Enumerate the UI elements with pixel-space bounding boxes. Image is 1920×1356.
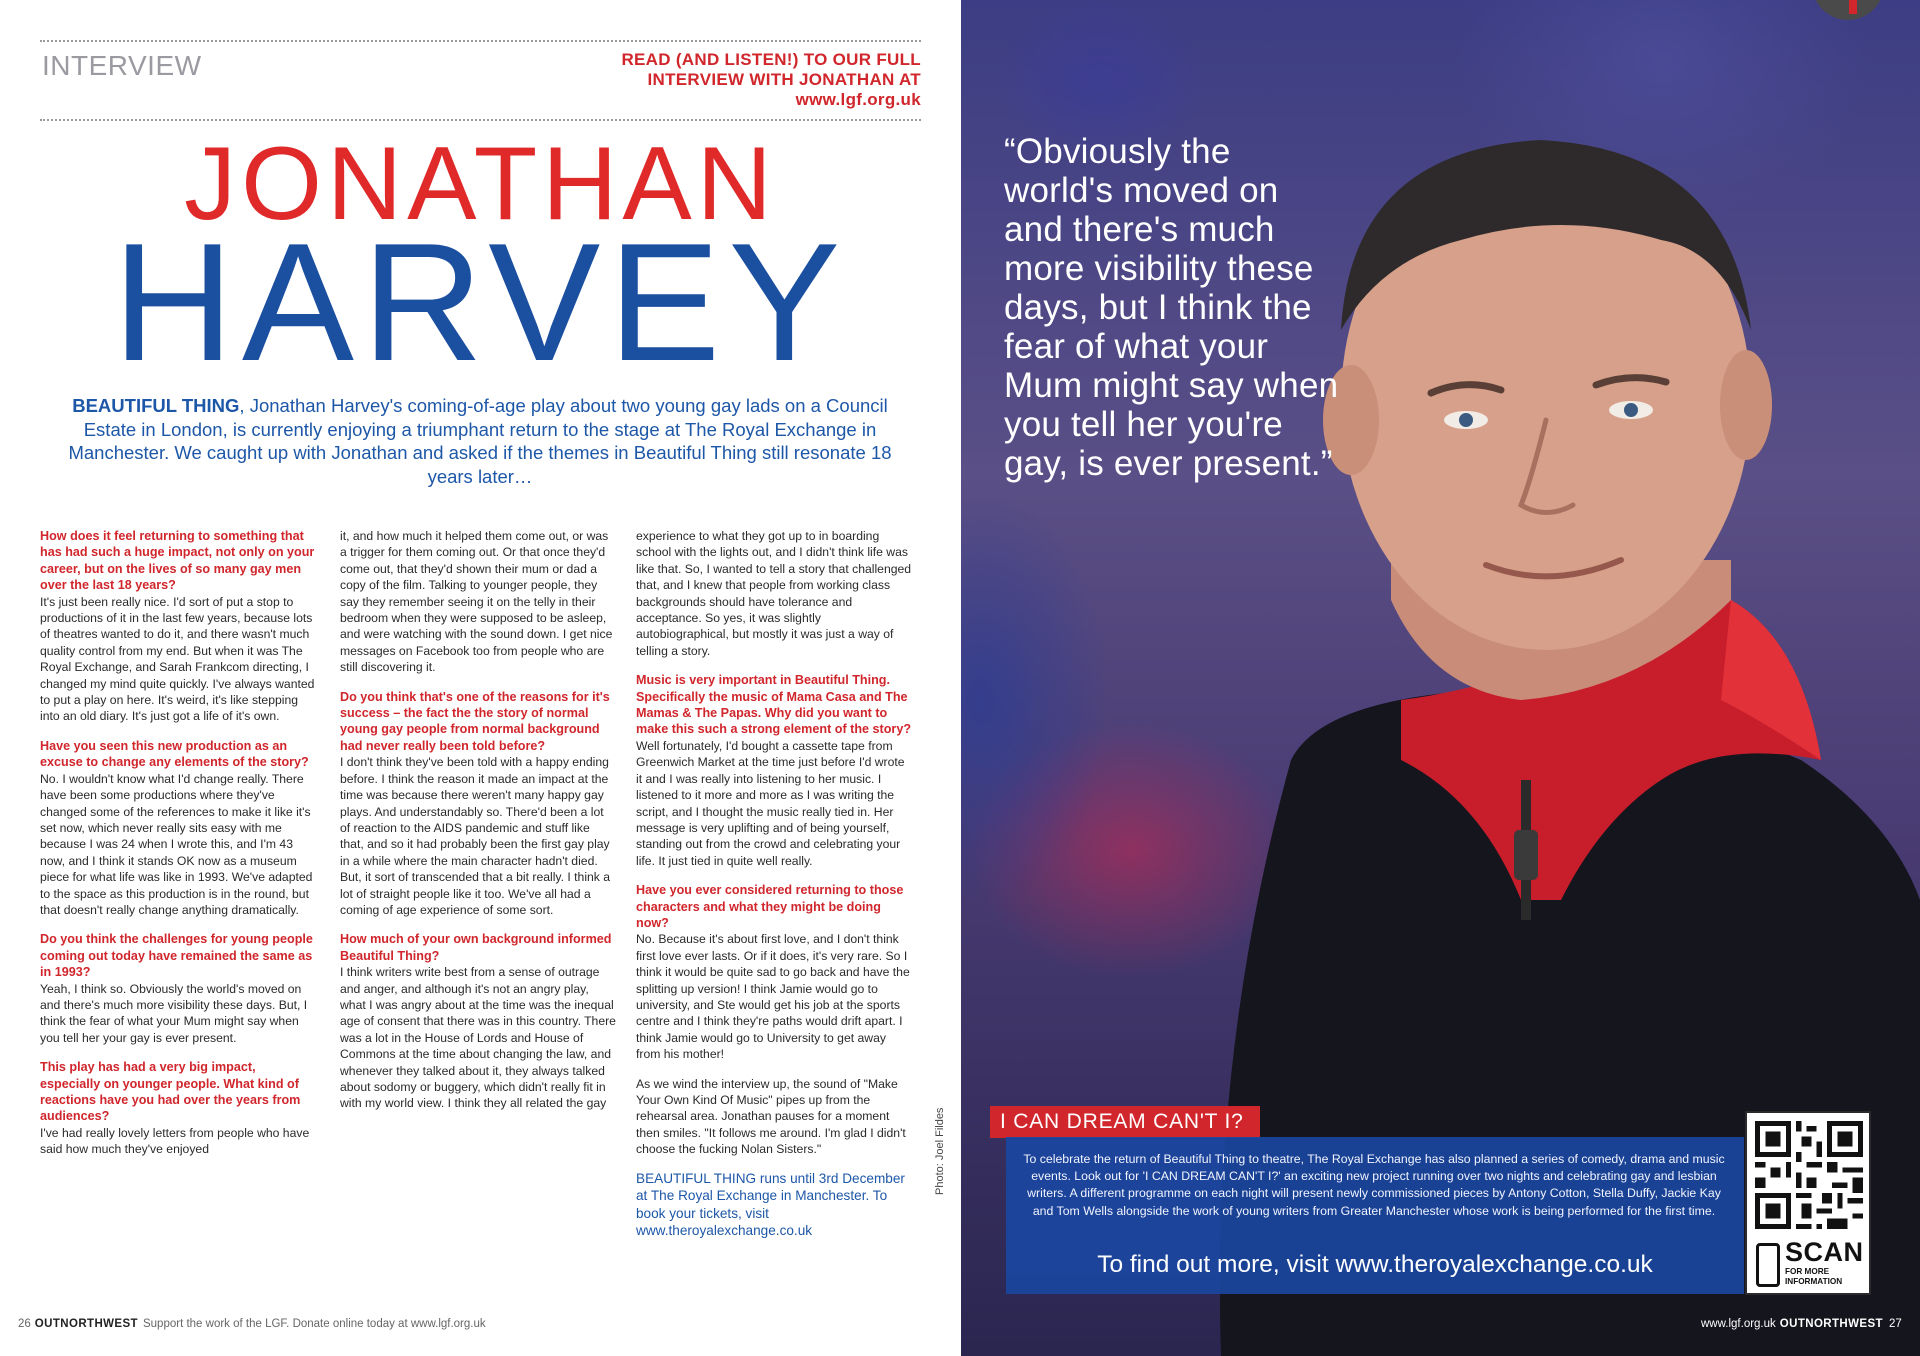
answer-continued: it, and how much it helped them come out, or was a trigger for them coming out. Or that once they'd come out, that they'd shown their mum or dad a copy of the film. Talking to younger people, they say they remember seeing it on the telly in their bedroom when they were supposed to be asleep, and were watching with the sound down. I get nice messages on Facebook too from people who are still discovering it. [340,529,613,675]
page-number: 26 [18,1318,31,1330]
right-page [961,0,1920,1356]
promo-text: READ (AND LISTEN!) TO OUR FULL INTERVIEW WITH JONATHAN AT www.lgf.org.uk [621,50,921,109]
column-3 [636,528,912,1240]
booking-info: BEAUTIFUL THING runs until 3rd December at The Royal Exchange in Manchester. To book your tickets, visit www.theroyalexchange.co.uk [636,1170,905,1239]
qr-panel [1745,1111,1871,1295]
answer: I don't think they've been told with a happy ending before. I think the reason it made an impact at the time was because there weren't many happy gay plays. And understandably so. There'd been a lot of reaction to the AIDS pandemic and stuff like that, and so it had probably been the first gay play in a while where the main character hadn't died. But, it sort of transcended that a bit really. I think a lot of straight people like it too. We've all had a coming of age experience of some sort. [340,755,611,917]
header-dotted-rule [40,119,921,121]
phone-icon [1756,1243,1780,1287]
question: This play has had a very big impact, especially on younger people. What kind of reactions have you had over the years from audiences? [40,1060,301,1124]
right-footer [1701,1318,1902,1330]
event-description: To celebrate the return of Beautiful Thing to theatre, The Royal Exchange has also planned a series of comedy, drama and music events. Look out for 'I CAN DREAM CAN'T I?' an exciting new project running over two nights and celebrating gay and lesbian writers. A different programme on each night will present newly commissioned pieces by Antony Cotton, Stella Duffy, Jackie Kay and Tom Wells alongside the work of young writers from Greater Manchester whose work is being performed for the first time. [1023,1152,1725,1218]
event-heading: I CAN DREAM CAN'T I? [990,1106,1260,1138]
qr-code [1755,1121,1863,1229]
scan-sublabel: FOR MORE INFORMATION [1785,1267,1843,1286]
event-box [1006,1137,1744,1294]
answer: No. I wouldn't know what I'd change really. There have been some productions where they've changed some of the references to make it like it's set now, which never really sits easy with me because I was 24 when I wrote this, and I'm 43 now, and I think it stands OK now as a museum piece for what life was like in 1993. We've adapted to the space as this production is in the round, but that doesn't really change anything dramatically. [40,771,313,917]
answer: Yeah, I think so. Obviously the world's moved on and there's much more visibility these days. But, I think the fear of what your Mum might say when you tell her your gay is ever present. [40,981,308,1045]
left-footer [18,1318,486,1330]
photo-credit: Photo: Joel Fildes [934,1107,946,1195]
footer-donate-text: Support the work of the LGF. Donate online today at www.lgf.org.uk [142,1318,486,1330]
answer: I've had really lovely letters from people who have said how much they've enjoyed [40,1125,310,1157]
column-2 [340,528,616,1112]
question: Have you seen this new production as an excuse to change any elements of the story? [40,738,309,770]
right-ear [1720,350,1772,460]
section-label: INTERVIEW [42,50,202,81]
standfirst [60,394,900,488]
scan-label: SCAN [1785,1237,1864,1267]
zipper-pull [1514,830,1538,880]
standfirst-body: , Jonathan Harvey's coming-of-age play about two young gay lads on a Council Estate in London, is currently enjoying a triumphant return to the stage at The Royal Exchange in Manchester. We caught up with Jonathan and asked if the themes in Beautiful Thing still resonate 18 years later… [68,395,892,487]
answer-continued: experience to what they got up to in boarding school with the lights out, and I didn't think life was like that. So, I wanted to tell a story that challenged that, and I knew that people from working class backgrounds should have tolerance and acceptance. So yes, it was slightly autobiographical, but mostly it was just a way of telling a story. [636,529,912,658]
answer: No. Because it's about first love, and I don't think first love ever lasts. Or if it does, it's very rare. So I think it would be quite sad to go back and have the splitting up version! I think Jamie would go to university, and Ste would get his job at the sports centre and I think they're paths would drift apart. I think Jamie would go to University to get away from his mother! [636,932,910,1062]
question: Do you think the challenges for young people coming out today have remained the same as in 1993? [40,932,313,980]
top-dotted-rule [40,40,921,42]
page-number: 27 [1888,1318,1902,1330]
question: How does it feel returning to something that has had such a huge impact, not only on your career, but on the lives of so many gay men over the last 18 years? [40,529,315,593]
interview-columns [40,528,918,1298]
column-1 [40,528,316,1158]
footer-url: www.lgf.org.uk [1701,1318,1776,1330]
title-last-name: HARVEY [112,208,849,396]
answer: I think writers write best from a sense of outrage and anger, and although it's not an angry play, what I was angry about at the time was the inequal age of consent that there was in this country. There was a lot in the House of Lords and House of Commons at the time about changing the law, and whenever they talked about it, they always talked about sodomy or buggery, which didn't really fit in with my world view. I think they all related the gay [340,965,616,1111]
answer: It's just been really nice. I'd sort of put a stop to productions of it in the last few years, because lots of theatres wanted to do it, and there wasn't much quality control from my end. But when it was The Royal Exchange, and Sarah Frankcom directing, I changed my mind quite quickly. I've always wanted to put a play on here. It's weird, it's like stepping into an old diary. It's just got a life of it's own. [40,594,315,724]
question: Have you ever considered returning to those characters and what they might be doing now? [636,883,904,930]
answer: Well fortunately, I'd bought a cassette tape from Greenwich Market at the time just before I'd wrote it and I was really into listening to her music. I listened to it more and more as I was writing the script, and I thought the music really tied in. Her message is very uplifting and of being yourself, standing out from the crowd and celebrating your life. It just tied in quite well really. [636,738,905,868]
question: Do you think that's one of the reasons for it's success – the fact the the story of normal young gay people from normal background had never really been told before? [340,689,610,753]
closing-paragraph: As we wind the interview up, the sound of "Make Your Own Kind Of Music" pipes up from the rehearsal area. Jonathan pauses for a moment then smiles. "It follows me around. I'm glad I didn't choose the fucking Nolan Sisters." [636,1076,906,1157]
footer-brand: OUTNORTHWEST [1779,1318,1883,1330]
question: Music is very important in Beautiful Thing. Specifically the music of Mama Casa and The Mamas & The Papas. Why did you want to make this such a strong element of the story? [636,673,912,737]
footer-brand: OUTNORTHWEST [34,1318,138,1330]
question: How much of your own background informed Beautiful Thing? [340,932,612,963]
event-link-text: To find out more, visit www.theroyalexchange.co.uk [1097,1251,1653,1278]
standfirst-lead: BEAUTIFUL THING [72,395,240,416]
pull-quote: “Obviously the world's moved on and there's much more visibility these days, but I think the fear of what your Mum might say when you tell her you're gay, is ever present.” [1004,132,1339,483]
title-first-name: JONATHAN [184,126,777,242]
corner-tab-mark [1849,0,1857,14]
